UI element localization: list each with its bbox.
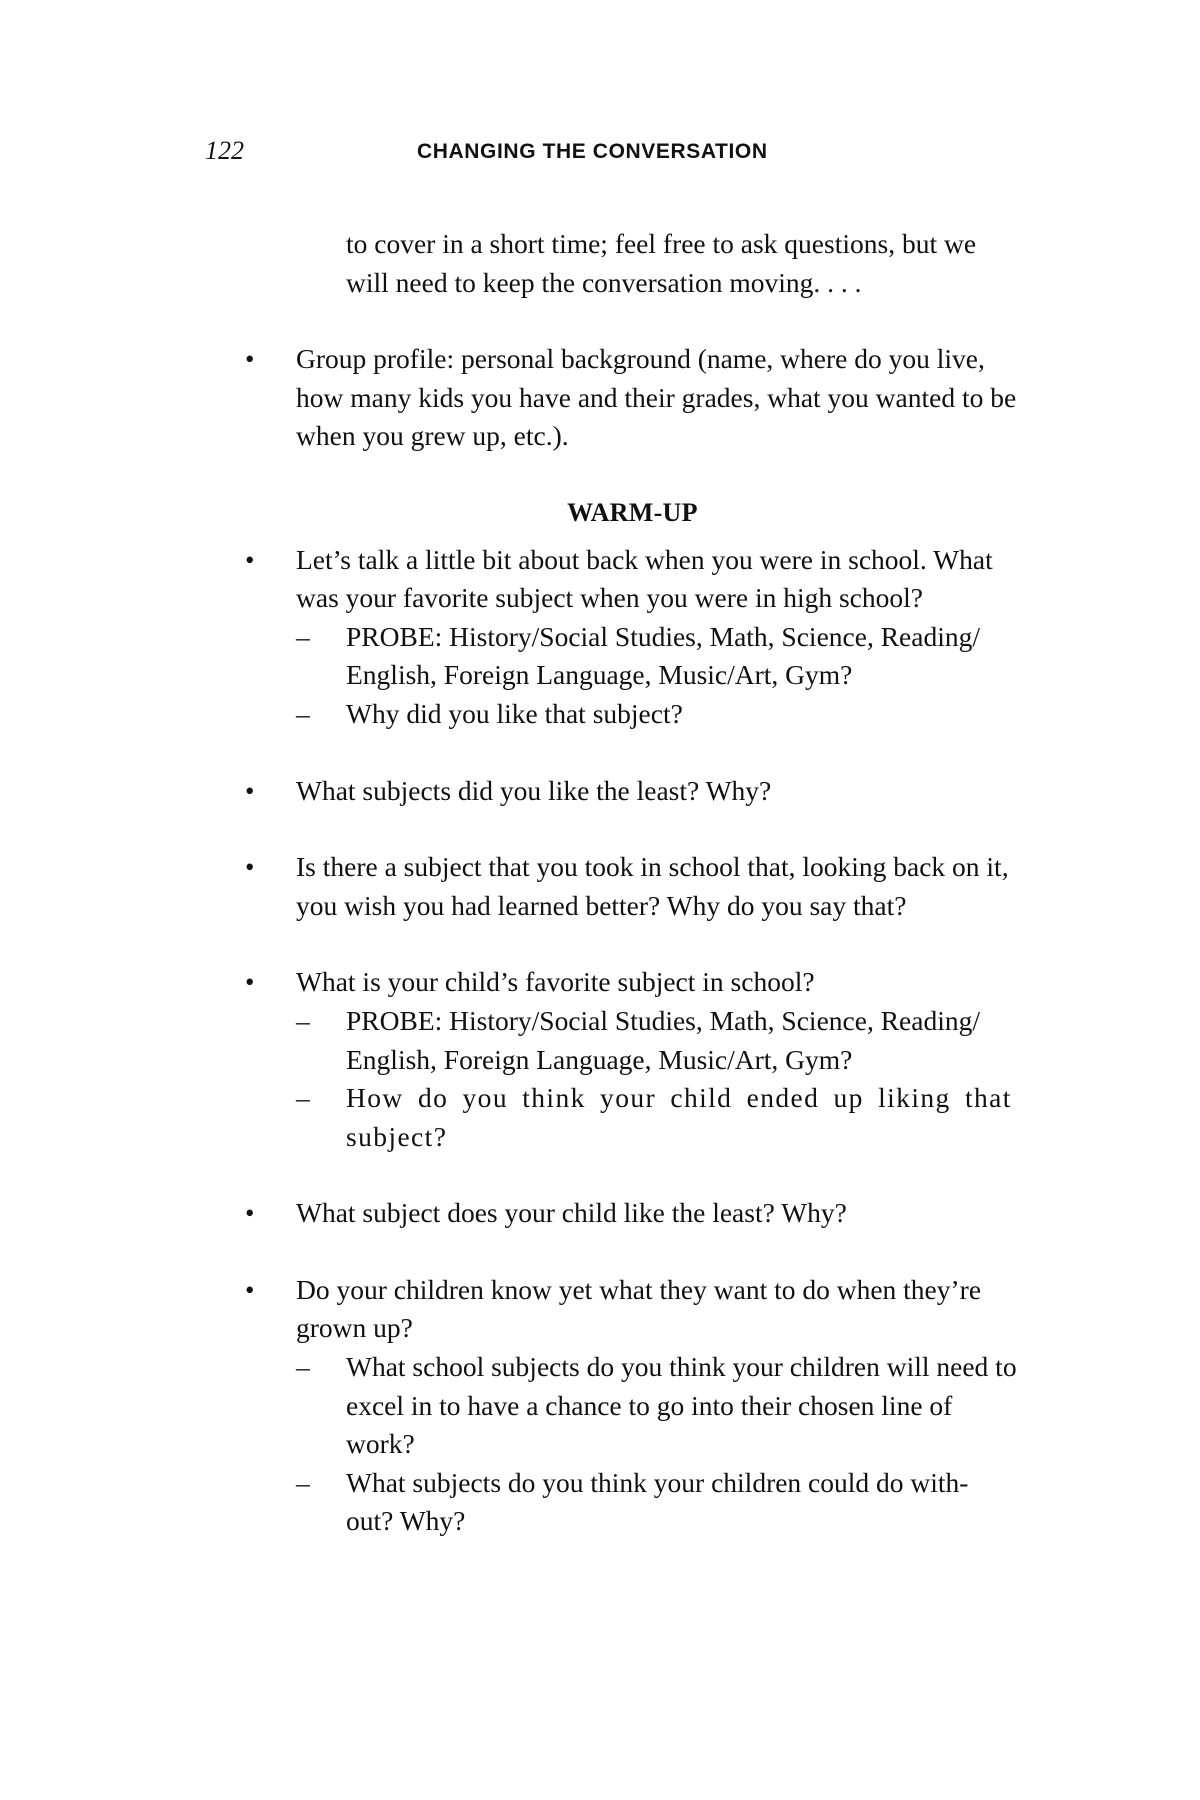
dash-icon: – [296, 620, 310, 652]
list-item-text: Is there a subject that you took in school that, looking back on it, you wish you had learned better? Why do you say that? [296, 851, 1009, 921]
list-item-text: What is your child’s favorite subject in school? [296, 966, 815, 998]
bullet-icon: • [245, 1198, 255, 1229]
sub-list [296, 618, 1020, 734]
list-item [245, 963, 1020, 1156]
sub-list-item [296, 695, 1020, 734]
running-title: CHANGING THE CONVERSATION [417, 140, 768, 163]
body-text [245, 225, 1020, 1541]
sub-list-item-text: PROBE: History/Social Studies, Math, Science, Reading/ English, Foreign Language, Music/Art, Gym? [346, 1004, 980, 1075]
sub-list-item-text: What school subjects do you think your children will need to excel in to have a chance to go into their chosen line of work? [346, 1351, 1017, 1460]
sub-list-item [296, 1348, 1020, 1464]
running-head [205, 136, 1020, 172]
sub-list-item-text: What subjects do you think your children could do with- out? Why? [346, 1466, 969, 1537]
dash-icon: – [296, 1004, 310, 1036]
sub-list [296, 1348, 1020, 1541]
list-item-text: What subjects did you like the least? Why? [296, 774, 772, 806]
intro-line-1: to cover in a short time; feel free to ask questions, but we [346, 228, 977, 259]
list-item [245, 1194, 1020, 1233]
sub-list-item [296, 1002, 1020, 1079]
dash-icon: – [296, 1466, 310, 1498]
bullet-icon: • [245, 967, 255, 998]
list-item-text: Let’s talk a little bit about back when you were in school. What was your favorite subject when you were in high school? [296, 543, 993, 614]
list-item-text: Do your children know yet what they want to do when they’re grown up? [296, 1273, 982, 1344]
sub-list-item-text: PROBE: History/Social Studies, Math, Science, Reading/ English, Foreign Language, Music/Art, Gym? [346, 620, 980, 691]
section-heading: WARM-UP [567, 497, 698, 527]
list-item-text: What subject does your child like the least? Why? [296, 1197, 847, 1229]
dash-icon: – [296, 697, 310, 729]
sub-list-item-text: Why did you like that subject? [346, 697, 683, 729]
list-item [245, 772, 1020, 811]
list-item [245, 1271, 1020, 1541]
bullet-icon: • [245, 544, 255, 575]
sub-list-item [296, 1079, 1020, 1156]
dash-icon: – [296, 1082, 310, 1114]
sub-list-item-text: How do you think your child ended up liking that subject? [346, 1082, 1012, 1152]
intro-continuation [346, 225, 1020, 302]
page-number: 122 [205, 136, 244, 165]
sub-list-item [296, 618, 1020, 695]
bullet-icon: • [245, 852, 255, 883]
dash-icon: – [296, 1351, 310, 1383]
bullet-icon: • [245, 344, 255, 375]
intro-line-2: will need to keep the conversation moving. . . . [346, 266, 862, 298]
sub-list [296, 1002, 1020, 1156]
bullet-icon: • [245, 1274, 255, 1305]
list-item [245, 848, 1020, 925]
list-item-text: Group profile: personal background (name, where do you live, how many kids you have and their grades, what you wanted to be when you grew up, etc.). [296, 343, 1017, 452]
sub-list-item [296, 1464, 1020, 1541]
list-item [245, 541, 1020, 734]
list-item-group-profile [245, 340, 1020, 456]
bullet-icon: • [245, 775, 255, 806]
